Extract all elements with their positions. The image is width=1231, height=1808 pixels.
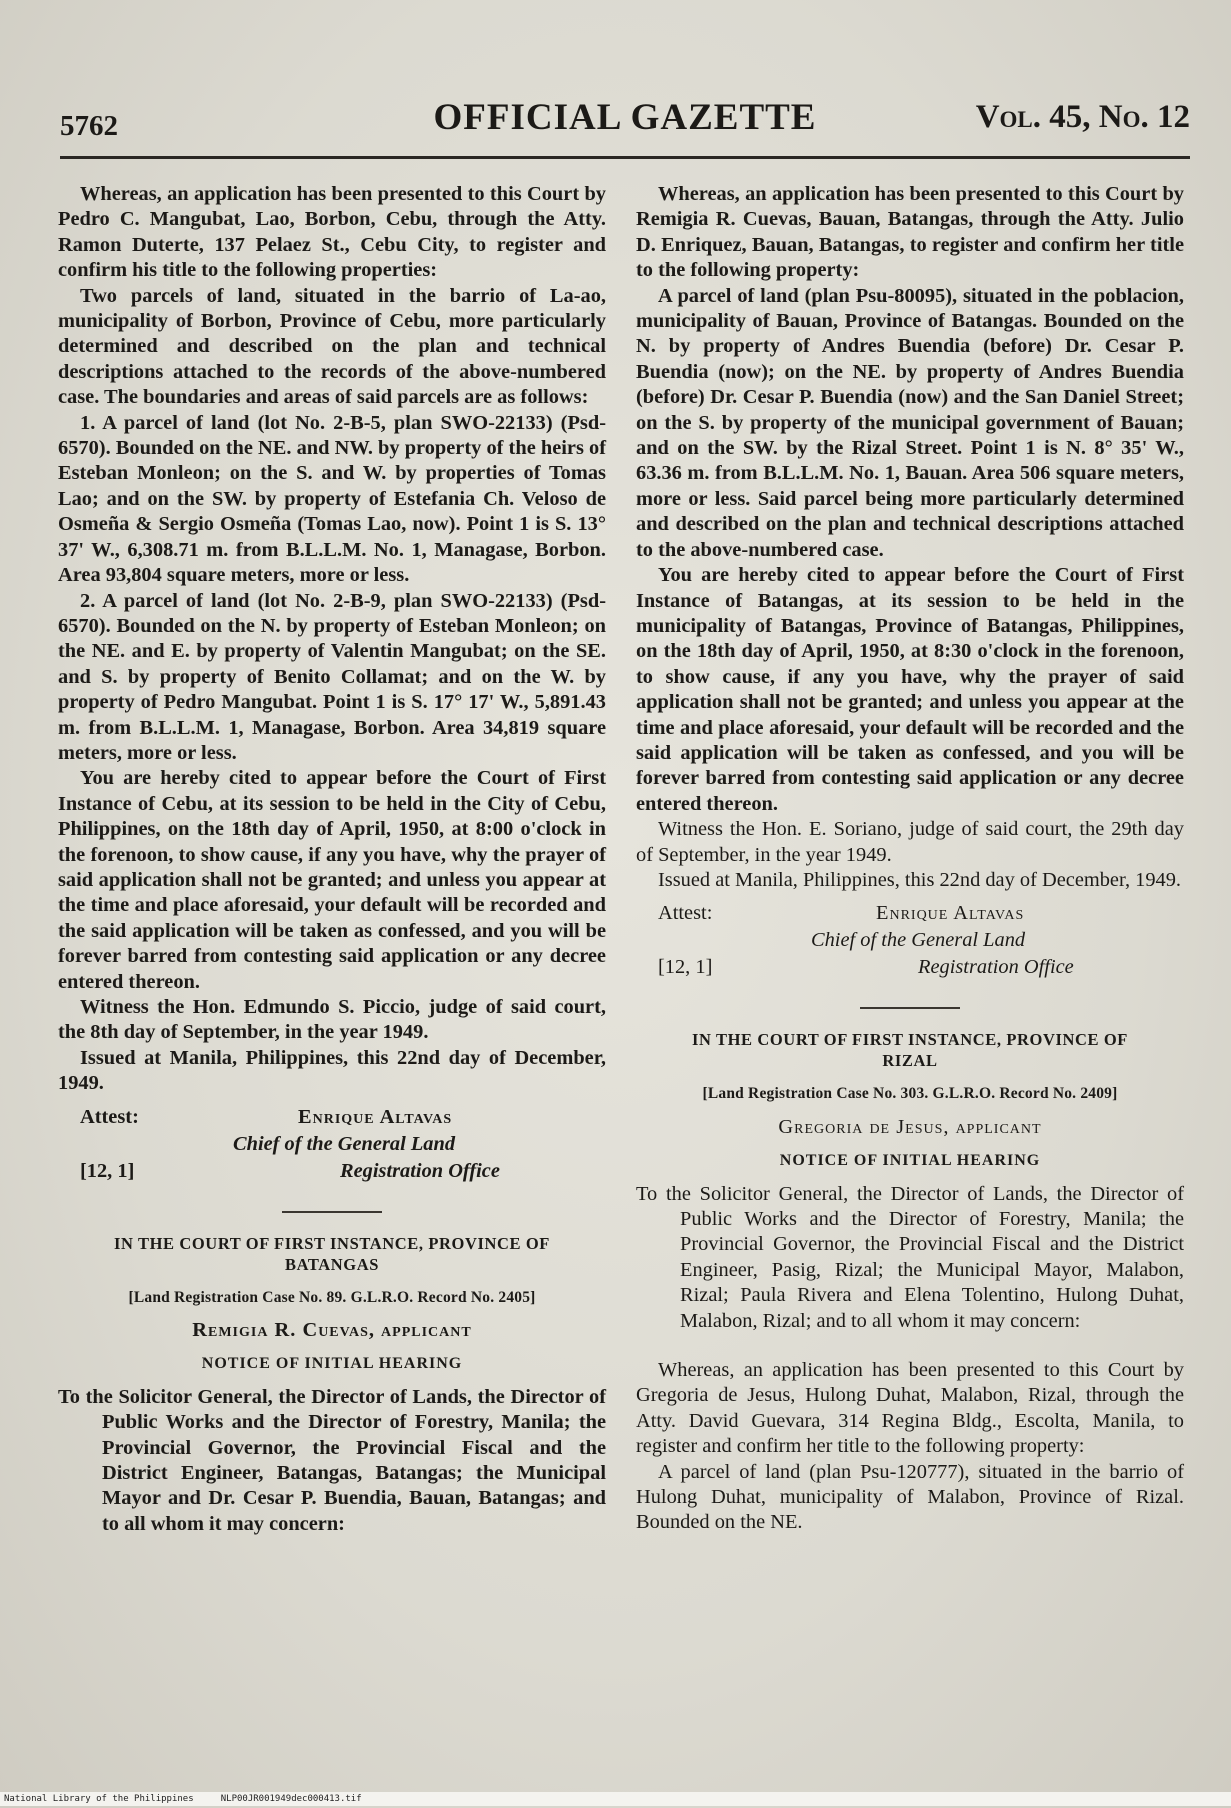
attest-name: Enrique Altavas (876, 902, 1025, 925)
attest-title: Chief of the General Land (233, 1132, 456, 1155)
paragraph: Issued at Manila, Philippines, this 22nd day of December, 1949. (58, 1046, 606, 1095)
attest-office: Registration Office (918, 956, 1074, 979)
library-name: National Library of the Philippines (4, 1794, 194, 1804)
attest-title: Chief of the General Land (811, 929, 1026, 952)
page-number: 5762 (60, 110, 118, 142)
scan-footer (0, 1792, 1231, 1806)
attestation-block (58, 1105, 606, 1189)
issue-reference: [12, 1] (658, 956, 713, 979)
left-column (58, 182, 606, 1547)
header-rule (60, 156, 1190, 159)
right-column (636, 182, 1184, 1536)
scan-filename: NLP00JR001949dec000413.tif (220, 1794, 362, 1804)
applicant-name: Gregoria de Jesus, applicant (778, 1115, 1042, 1138)
attest-office: Registration Office (340, 1159, 500, 1182)
section-divider (860, 1007, 960, 1009)
paragraph: A parcel of land (plan Psu-120777), situated in the barrio of Hulong Duhat, municipality of Malabon, Province of Rizal. Bounded on the NE. (636, 1460, 1184, 1534)
attest-label: Attest: (658, 902, 713, 925)
paragraph: Issued at Manila, Philippines, this 22nd day of December, 1949. (658, 868, 1182, 891)
paragraph: 2. A parcel of land (lot No. 2-B-9, plan SWO-22133) (Psd-6570). Bounded on the N. by property of Esteban Monleon; on the NE. and E. by property of Valentin Mangubat; on the SE. and S. by property of Benito Collamat; and on the W. by property of Pedro Mangubat. Point 1 is S. 17° 17' W., 5,891.43 m. from B.L.L.M. 1, Managase, Borbon. Area 34,819 square meters, more or less. (58, 589, 606, 764)
notice-heading: NOTICE OF INITIAL HEARING (201, 1355, 463, 1373)
paragraph: 1. A parcel of land (lot No. 2-B-5, plan SWO-22133) (Psd-6570). Bounded on the NE. and NW. by property of the heirs of Esteban Monleon; on the S. and W. by properties of Tomas Lao; and on the SW. by property of Estefania Ch. Veloso de Osmeña & Sergio Osmeña (Tomas Lao, now). Point 1 is S. 13° 37' W., 6,308.71 m. from B.L.L.M. No. 1, Managase, Borbon. Area 93,804 square meters, more or less. (58, 411, 606, 587)
issue-reference: [12, 1] (80, 1159, 135, 1182)
paragraph: A parcel of land (plan Psu-80095), situated in the poblacion, municipality of Bauan, Province of Batangas. Bounded on the N. by property of Andres Buendia (before) Dr. Cesar P. Buendia (now); on the NE. by property of Andres Buendia (before) Dr. Cesar P. Buendia (now) and the San Daniel Street; on the S. by property of the municipal government of Bauan; and on the SW. by the Rizal Street. Point 1 is N. 8° 35' W., 63.36 m. from B.L.L.M. No. 1, Bauan. Area 506 square meters, more or less. Said parcel being more particularly determined and described on the plan and technical descriptions attached to the above-numbered case. (636, 284, 1184, 561)
section-divider (282, 1211, 382, 1213)
addressees: To the Solicitor General, the Director of Lands, the Director of Public Works and the Director of Forestry, Manila; the Provincial Governor, the Provincial Fiscal and the District Engineer, Pasig, Rizal; the Municipal Mayor, Malabon, Rizal; Paula Rivera and Elena Tolentino, Hulong Duhat, Malabon, Rizal; and to all whom it may concern: (636, 1182, 1184, 1332)
page-header (60, 96, 1190, 144)
publication-title: OFFICIAL GAZETTE (433, 97, 817, 138)
paragraph: Two parcels of land, situated in the barrio of La-ao, municipality of Borbon, Province of Cebu, more particularly determined and described on the plan and technical descriptions attached to the records of the above-numbered case. The boundaries and areas of said parcels are as follows: (58, 284, 606, 409)
paragraph: Whereas, an application has been presented to this Court by Remigia R. Cuevas, Bauan, Batangas, through the Atty. Julio D. Enriquez, Bauan, Batangas, to register and confirm her title to the following property: (636, 183, 1184, 282)
case-record-line: [Land Registration Case No. 303. G.L.R.O. Record No. 2409] (702, 1085, 1118, 1103)
paragraph: Whereas, an application has been presented to this Court by Pedro C. Mangubat, Lao, Borbon, Cebu, through the Atty. Ramon Duterte, 137 Pelaez St., Cebu City, to register and confirm his title to the following properties: (58, 183, 606, 282)
addressees: To the Solicitor General, the Director of Lands, the Director of Public Works and the Director of Forestry, Manila; the Provincial Governor, the Provincial Fiscal and the District Engineer, Batangas, Batangas; the Municipal Mayor and Dr. Cesar P. Buendia, Bauan, Batangas; and to all whom it may concern: (58, 1385, 606, 1535)
paragraph: You are hereby cited to appear before the Court of First Instance of Batangas, at its session to be held in the municipality of Batangas, Province of Batangas, Philippines, on the 18th day of April, 1950, at 8:30 o'clock in the forenoon, to show cause, if any you have, why the prayer of said application shall not be granted; and unless you appear at the time and place aforesaid, your default will be recorded and the said application will be taken as confessed, and you will be forever barred from contesting said application or any decree entered thereon. (636, 564, 1184, 815)
volume-number: Vol. 45, No. 12 (975, 99, 1190, 135)
case-record-line: [Land Registration Case No. 89. G.L.R.O. Record No. 2405] (128, 1288, 536, 1306)
applicant-name: Remigia R. Cuevas, applicant (192, 1319, 472, 1342)
court-heading: IN THE COURT OF FIRST INSTANCE, PROVINCE OF BATANGAS (114, 1233, 550, 1274)
notice-heading: NOTICE OF INITIAL HEARING (779, 1152, 1041, 1170)
attest-label: Attest: (80, 1105, 139, 1128)
attest-name: Enrique Altavas (298, 1105, 453, 1128)
attestation-block (636, 901, 1184, 985)
paragraph: Witness the Hon. Edmundo S. Piccio, judge of said court, the 8th day of September, in the year 1949. (58, 996, 606, 1044)
paragraph: You are hereby cited to appear before the Court of First Instance of Cebu, at its session to be held in the City of Cebu, Philippines, on the 18th day of April, 1950, at 8:00 o'clock in the forenoon, to show cause, if any you have, why the prayer of said application shall not be granted; and unless you appear at the time and place aforesaid, your default will be recorded and the said application will be taken as confessed, and you will be forever barred from contesting said application or any decree entered thereon. (58, 767, 606, 993)
court-heading: IN THE COURT OF FIRST INSTANCE, PROVINCE OF RIZAL (692, 1030, 1128, 1071)
paragraph: Whereas, an application has been presented to this Court by Gregoria de Jesus, Hulong Duhat, Malabon, Rizal, through the Atty. David Guevara, 314 Regina Bldg., Escolta, Manila, to register and confirm her title to the following property: (636, 1359, 1184, 1458)
spacer (636, 1344, 1184, 1358)
paragraph: Witness the Hon. E. Soriano, judge of said court, the 29th day of September, in the year 1949. (636, 818, 1184, 866)
